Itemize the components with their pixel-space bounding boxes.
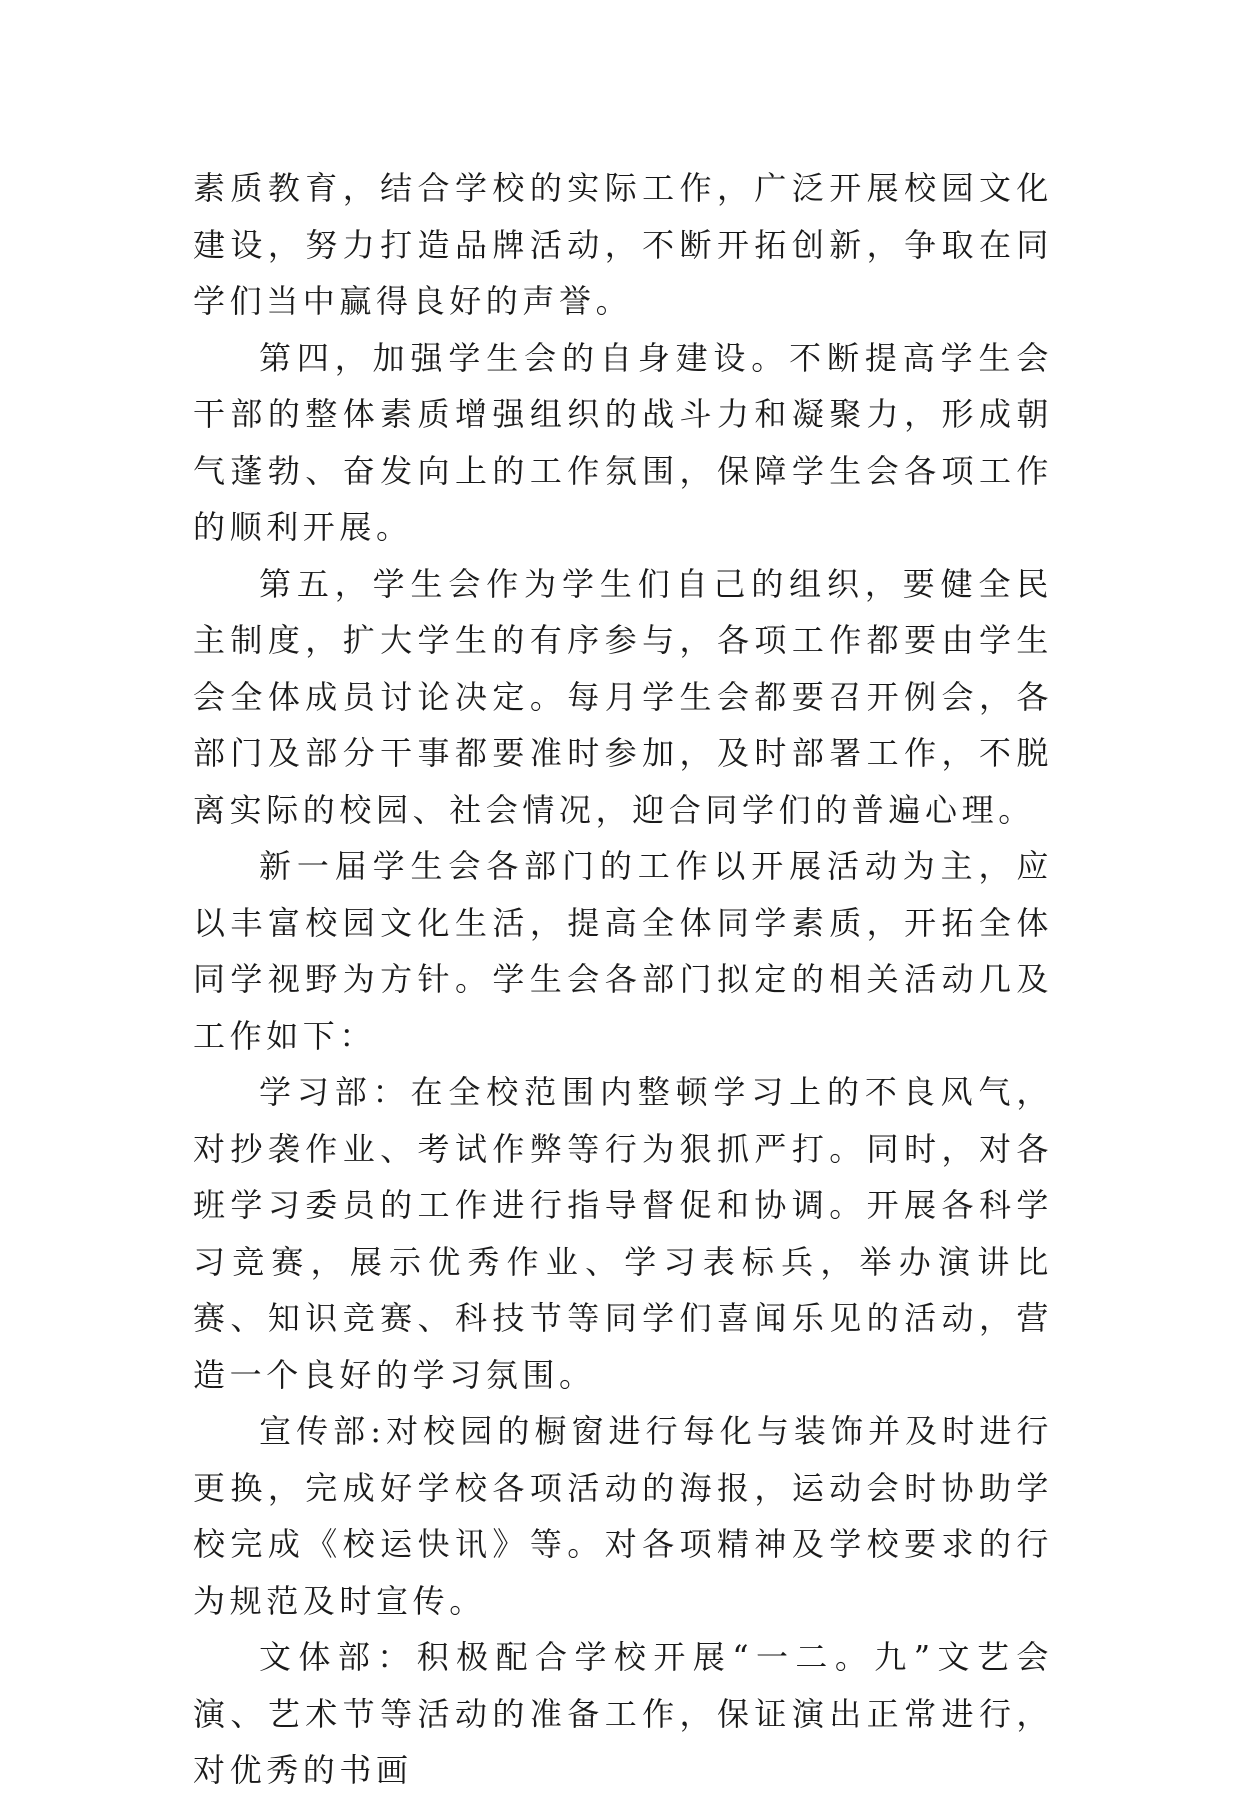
- paragraph-continuation: 素质教育，结合学校的实际工作，广泛开展校园文化建设，努力打造品牌活动，不断开拓创新，争取在同学们当中赢得良好的声誉。: [193, 169, 1053, 320]
- paragraph-fifth: 第五，学生会作为学生们自己的组织，要健全民主制度，扩大学生的有序参与，各项工作都要由学生会全体成员讨论决定。每月学生会都要召开例会，各部门及部分干事都要准时参加，及时部署工作，不脱离实际的校园、社会情况，迎合同学们的普遍心理。: [193, 564, 1053, 829]
- paragraph-fourth: 第四，加强学生会的自身建设。不断提高学生会干部的整体素质增强组织的战斗力和凝聚力，形成朝气蓬勃、奋发向上的工作氛围，保障学生会各项工作的顺利开展。: [193, 338, 1053, 546]
- document-body: [193, 160, 1053, 1799]
- paragraph-publicity-department: 宣传部:对校园的橱窗进行每化与装饰并及时进行更换，完成好学校各项活动的海报，运动会时协助学校完成《校运快讯》等。对各项精神及学校要求的行为规范及时宣传。: [193, 1412, 1053, 1620]
- paragraph-study-department: 学习部：在全校范围内整顿学习上的不良风气，对抄袭作业、考试作弊等行为狠抓严打。同时，对各班学习委员的工作进行指导督促和协调。开展各科学习竞赛，展示优秀作业、学习表标兵，举办演讲比赛、知识竞赛、科技节等同学们喜闻乐见的活动，营造一个良好的学习氛围。: [193, 1073, 1053, 1394]
- paragraph-culture-sports-department: 文体部：积极配合学校开展“一二。九”文艺会演、艺术节等活动的准备工作，保证演出正常进行，对优秀的书画: [193, 1638, 1053, 1789]
- paragraph-departments-intro: 新一届学生会各部门的工作以开展活动为主，应以丰富校园文化生活，提高全体同学素质，开拓全体同学视野为方针。学生会各部门拟定的相关活动几及工作如下：: [193, 847, 1053, 1055]
